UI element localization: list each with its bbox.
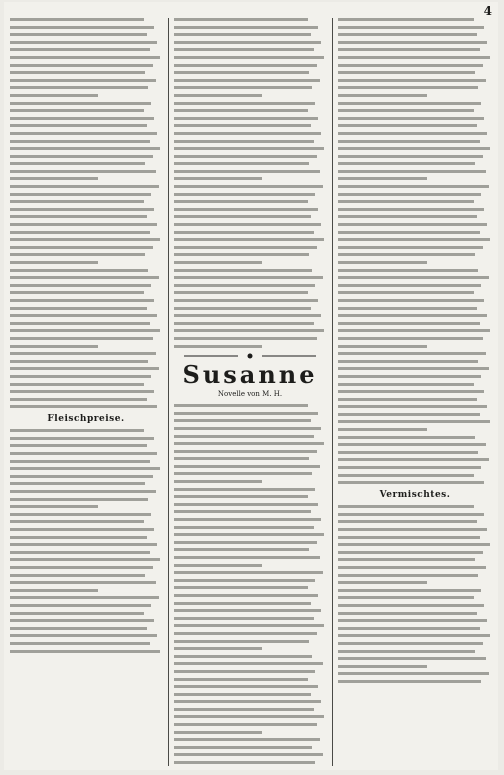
text-line-placeholder — [174, 556, 320, 559]
text-line-placeholder — [174, 314, 321, 317]
text-line-placeholder — [338, 64, 483, 67]
text-line-placeholder — [10, 390, 154, 393]
text-line-placeholder — [10, 520, 144, 523]
text-line-placeholder — [10, 238, 160, 241]
body-text-block — [174, 404, 326, 766]
text-line-placeholder — [10, 596, 159, 599]
text-line-placeholder — [174, 541, 317, 544]
section-heading: Vermischtes. — [379, 490, 451, 501]
text-line-placeholder — [10, 360, 148, 363]
text-line-placeholder — [338, 665, 427, 668]
text-line-placeholder — [10, 41, 157, 44]
text-line-placeholder — [10, 498, 148, 501]
text-line-placeholder — [338, 18, 474, 21]
body-text-block — [338, 18, 492, 484]
serial-subtitle: Novelle von M. H. — [217, 390, 283, 399]
text-line-placeholder — [174, 442, 324, 445]
text-line-placeholder — [338, 291, 474, 294]
text-line-placeholder — [338, 642, 483, 645]
text-line-placeholder — [338, 589, 481, 592]
text-line-placeholder — [338, 680, 481, 683]
text-line-placeholder — [338, 238, 490, 241]
ornament-icon — [180, 352, 320, 360]
text-line-placeholder — [338, 124, 477, 127]
text-line-placeholder — [10, 299, 154, 302]
text-line-placeholder — [338, 413, 480, 416]
text-line-placeholder — [338, 650, 475, 653]
text-line-placeholder — [174, 457, 309, 460]
text-line-placeholder — [10, 56, 160, 59]
text-line-placeholder — [10, 467, 160, 470]
text-line-placeholder — [10, 619, 154, 622]
text-line-placeholder — [174, 102, 315, 105]
text-line-placeholder — [10, 558, 160, 561]
text-line-placeholder — [174, 655, 312, 658]
text-line-placeholder — [174, 602, 311, 605]
text-line-placeholder — [338, 405, 487, 408]
text-line-placeholder — [338, 551, 483, 554]
text-line-placeholder — [338, 193, 481, 196]
text-line-placeholder — [338, 71, 475, 74]
text-line-placeholder — [10, 193, 151, 196]
text-line-placeholder — [10, 170, 156, 173]
text-line-placeholder — [10, 490, 156, 493]
text-line-placeholder — [174, 564, 262, 567]
text-line-placeholder — [338, 581, 427, 584]
text-line-placeholder — [174, 307, 311, 310]
text-line-placeholder — [10, 48, 150, 51]
text-line-placeholder — [10, 64, 153, 67]
text-line-placeholder — [10, 86, 148, 89]
text-line-placeholder — [338, 383, 474, 386]
text-line-placeholder — [338, 117, 484, 120]
text-line-placeholder — [338, 94, 427, 97]
text-line-placeholder — [174, 170, 320, 173]
text-line-placeholder — [338, 505, 474, 508]
text-line-placeholder — [338, 352, 486, 355]
text-line-placeholder — [174, 510, 311, 513]
text-line-placeholder — [338, 140, 480, 143]
text-line-placeholder — [338, 443, 486, 446]
text-line-placeholder — [174, 419, 311, 422]
text-line-placeholder — [174, 261, 262, 264]
text-line-placeholder — [174, 678, 308, 681]
text-line-placeholder — [338, 177, 427, 180]
text-line-placeholder — [10, 94, 98, 97]
text-line-placeholder — [174, 731, 262, 734]
text-line-placeholder — [174, 329, 324, 332]
text-line-placeholder — [10, 18, 144, 21]
text-line-placeholder — [10, 444, 147, 447]
text-line-placeholder — [338, 513, 484, 516]
text-line-placeholder — [10, 291, 144, 294]
text-line-placeholder — [174, 140, 314, 143]
text-line-placeholder — [338, 261, 427, 264]
text-line-placeholder — [174, 231, 314, 234]
text-line-placeholder — [338, 627, 480, 630]
text-line-placeholder — [174, 276, 323, 279]
text-line-placeholder — [338, 48, 480, 51]
text-line-placeholder — [10, 429, 144, 432]
text-line-placeholder — [174, 71, 309, 74]
text-line-placeholder — [10, 475, 153, 478]
text-line-placeholder — [338, 223, 487, 226]
text-line-placeholder — [10, 352, 156, 355]
text-line-placeholder — [10, 383, 144, 386]
text-line-placeholder — [338, 200, 474, 203]
text-line-placeholder — [174, 215, 311, 218]
text-line-placeholder — [174, 480, 262, 483]
text-line-placeholder — [174, 662, 323, 665]
text-line-placeholder — [174, 79, 320, 82]
text-line-placeholder — [174, 609, 321, 612]
text-line-placeholder — [338, 634, 490, 637]
text-line-placeholder — [174, 185, 323, 188]
text-line-placeholder — [174, 291, 308, 294]
text-line-placeholder — [174, 269, 312, 272]
text-line-placeholder — [10, 460, 150, 463]
text-line-placeholder — [174, 548, 309, 551]
text-line-placeholder — [174, 18, 308, 21]
text-line-placeholder — [174, 48, 314, 51]
text-line-placeholder — [174, 670, 315, 673]
text-line-placeholder — [10, 71, 145, 74]
text-line-placeholder — [174, 518, 321, 521]
text-line-placeholder — [338, 329, 490, 332]
text-line-placeholder — [338, 543, 490, 546]
text-line-placeholder — [10, 337, 153, 340]
text-line-placeholder — [338, 185, 489, 188]
text-line-placeholder — [338, 246, 483, 249]
text-line-placeholder — [174, 345, 262, 348]
text-line-placeholder — [174, 404, 308, 407]
text-line-placeholder — [338, 596, 474, 599]
text-line-placeholder — [10, 208, 154, 211]
text-line-placeholder — [10, 231, 150, 234]
text-line-placeholder — [338, 428, 427, 431]
body-text-block — [10, 429, 162, 652]
text-line-placeholder — [338, 360, 478, 363]
text-line-placeholder — [174, 299, 318, 302]
text-line-placeholder — [10, 405, 157, 408]
text-line-placeholder — [174, 86, 312, 89]
text-line-placeholder — [10, 215, 147, 218]
column-divider — [168, 18, 169, 766]
text-line-placeholder — [174, 503, 318, 506]
text-line-placeholder — [10, 650, 160, 653]
section-heading: Fleischpreise. — [47, 414, 125, 425]
text-line-placeholder — [174, 435, 314, 438]
text-line-placeholder — [174, 715, 324, 718]
text-line-placeholder — [338, 337, 483, 340]
text-line-placeholder — [174, 723, 317, 726]
text-line-placeholder — [10, 185, 159, 188]
text-line-placeholder — [174, 109, 308, 112]
text-line-placeholder — [338, 155, 483, 158]
text-line-placeholder — [10, 574, 145, 577]
text-line-placeholder — [338, 436, 475, 439]
serial-title: Susanne — [182, 360, 318, 390]
text-line-placeholder — [174, 708, 314, 711]
text-line-placeholder — [338, 215, 477, 218]
text-line-placeholder — [174, 533, 324, 536]
text-line-placeholder — [338, 307, 477, 310]
text-line-placeholder — [10, 26, 154, 29]
right-column — [338, 18, 492, 766]
text-line-placeholder — [338, 558, 475, 561]
text-line-placeholder — [174, 738, 320, 741]
text-line-placeholder — [174, 427, 321, 430]
text-line-placeholder — [174, 571, 323, 574]
text-line-placeholder — [174, 200, 308, 203]
text-line-placeholder — [174, 746, 312, 749]
text-line-placeholder — [174, 26, 318, 29]
serial-title-block — [174, 352, 326, 398]
text-line-placeholder — [338, 574, 478, 577]
text-line-placeholder — [174, 41, 321, 44]
body-text-block — [338, 505, 492, 683]
text-line-placeholder — [174, 124, 311, 127]
text-line-placeholder — [174, 94, 262, 97]
text-line-placeholder — [10, 307, 147, 310]
text-line-placeholder — [10, 253, 145, 256]
text-line-placeholder — [10, 604, 151, 607]
text-line-placeholder — [10, 642, 150, 645]
text-line-placeholder — [338, 322, 480, 325]
text-line-placeholder — [10, 367, 159, 370]
text-line-placeholder — [174, 246, 317, 249]
text-line-placeholder — [174, 526, 314, 529]
text-line-placeholder — [338, 474, 474, 477]
text-line-placeholder — [338, 56, 490, 59]
text-line-placeholder — [10, 147, 160, 150]
text-line-placeholder — [10, 627, 147, 630]
text-line-placeholder — [10, 284, 151, 287]
text-line-placeholder — [338, 253, 475, 256]
text-line-placeholder — [338, 604, 484, 607]
text-line-placeholder — [10, 223, 157, 226]
text-line-placeholder — [174, 495, 308, 498]
text-line-placeholder — [10, 634, 157, 637]
text-line-placeholder — [338, 26, 484, 29]
text-line-placeholder — [338, 147, 490, 150]
left-column — [10, 18, 162, 766]
text-line-placeholder — [338, 520, 477, 523]
text-line-placeholder — [338, 109, 474, 112]
text-line-placeholder — [10, 375, 151, 378]
text-line-placeholder — [338, 466, 481, 469]
text-line-placeholder — [174, 647, 262, 650]
text-line-placeholder — [174, 33, 311, 36]
text-line-placeholder — [338, 536, 480, 539]
text-line-placeholder — [10, 452, 157, 455]
page-number: 4 — [483, 4, 492, 18]
text-line-placeholder — [338, 345, 427, 348]
newspaper-page — [4, 2, 498, 770]
text-line-placeholder — [10, 437, 154, 440]
text-line-placeholder — [338, 132, 487, 135]
text-line-placeholder — [174, 56, 324, 59]
text-line-placeholder — [338, 33, 477, 36]
text-line-placeholder — [338, 657, 486, 660]
text-line-placeholder — [338, 269, 478, 272]
text-line-placeholder — [174, 594, 318, 597]
body-text-block — [174, 18, 326, 348]
text-line-placeholder — [174, 617, 314, 620]
text-line-placeholder — [338, 528, 487, 531]
text-line-placeholder — [174, 162, 309, 165]
text-line-placeholder — [10, 246, 153, 249]
text-line-placeholder — [338, 566, 486, 569]
text-line-placeholder — [174, 64, 317, 67]
text-line-placeholder — [174, 132, 321, 135]
text-line-placeholder — [174, 488, 315, 491]
text-line-placeholder — [338, 170, 486, 173]
text-line-placeholder — [10, 551, 150, 554]
text-line-placeholder — [10, 162, 145, 165]
text-line-placeholder — [174, 632, 317, 635]
text-line-placeholder — [174, 238, 324, 241]
text-line-placeholder — [174, 472, 312, 475]
text-line-placeholder — [338, 314, 487, 317]
text-line-placeholder — [338, 276, 489, 279]
text-line-placeholder — [174, 155, 317, 158]
text-line-placeholder — [10, 612, 144, 615]
text-line-placeholder — [10, 505, 98, 508]
text-line-placeholder — [174, 223, 321, 226]
text-line-placeholder — [10, 269, 148, 272]
text-line-placeholder — [338, 458, 489, 461]
text-line-placeholder — [10, 117, 154, 120]
text-line-placeholder — [10, 329, 160, 332]
text-line-placeholder — [10, 589, 98, 592]
text-line-placeholder — [10, 33, 147, 36]
text-line-placeholder — [174, 208, 318, 211]
text-line-placeholder — [10, 155, 153, 158]
text-line-placeholder — [10, 276, 159, 279]
text-line-placeholder — [10, 314, 157, 317]
text-line-placeholder — [174, 586, 308, 589]
text-line-placeholder — [174, 624, 324, 627]
text-line-placeholder — [338, 390, 484, 393]
text-line-placeholder — [338, 162, 475, 165]
text-line-placeholder — [338, 208, 484, 211]
text-line-placeholder — [10, 200, 144, 203]
text-line-placeholder — [174, 177, 262, 180]
text-line-placeholder — [10, 581, 156, 584]
text-line-placeholder — [10, 543, 157, 546]
text-line-placeholder — [10, 345, 98, 348]
text-line-placeholder — [10, 528, 154, 531]
middle-column — [174, 18, 326, 766]
text-line-placeholder — [338, 41, 487, 44]
text-line-placeholder — [174, 147, 324, 150]
text-line-placeholder — [338, 619, 487, 622]
text-line-placeholder — [174, 640, 309, 643]
text-line-placeholder — [338, 420, 490, 423]
text-line-placeholder — [174, 193, 315, 196]
text-line-placeholder — [174, 117, 318, 120]
text-line-placeholder — [338, 102, 481, 105]
text-line-placeholder — [174, 253, 309, 256]
text-line-placeholder — [338, 481, 484, 484]
text-line-placeholder — [174, 753, 323, 756]
text-line-placeholder — [174, 322, 314, 325]
column-divider — [332, 18, 333, 766]
text-line-placeholder — [174, 685, 318, 688]
text-line-placeholder — [338, 451, 478, 454]
text-line-placeholder — [338, 367, 489, 370]
text-line-placeholder — [338, 299, 484, 302]
text-line-placeholder — [338, 86, 478, 89]
text-line-placeholder — [10, 140, 150, 143]
text-line-placeholder — [10, 398, 147, 401]
text-line-placeholder — [174, 761, 315, 764]
text-line-placeholder — [10, 536, 147, 539]
text-line-placeholder — [174, 337, 317, 340]
text-line-placeholder — [10, 566, 153, 569]
text-line-placeholder — [338, 398, 477, 401]
text-line-placeholder — [10, 177, 98, 180]
text-line-placeholder — [174, 412, 318, 415]
text-line-placeholder — [10, 132, 157, 135]
text-line-placeholder — [10, 513, 151, 516]
text-line-placeholder — [174, 450, 317, 453]
text-line-placeholder — [338, 375, 481, 378]
text-line-placeholder — [174, 700, 321, 703]
text-line-placeholder — [338, 284, 481, 287]
text-line-placeholder — [338, 612, 477, 615]
text-line-placeholder — [10, 79, 156, 82]
text-line-placeholder — [338, 231, 480, 234]
text-line-placeholder — [174, 693, 311, 696]
text-line-placeholder — [174, 465, 320, 468]
text-line-placeholder — [174, 284, 315, 287]
text-line-placeholder — [174, 579, 315, 582]
text-line-placeholder — [10, 102, 151, 105]
body-text-block — [10, 18, 162, 408]
text-line-placeholder — [338, 672, 489, 675]
text-line-placeholder — [10, 109, 144, 112]
text-line-placeholder — [10, 482, 145, 485]
text-line-placeholder — [10, 261, 98, 264]
text-line-placeholder — [10, 124, 147, 127]
text-line-placeholder — [10, 322, 150, 325]
text-line-placeholder — [338, 79, 486, 82]
